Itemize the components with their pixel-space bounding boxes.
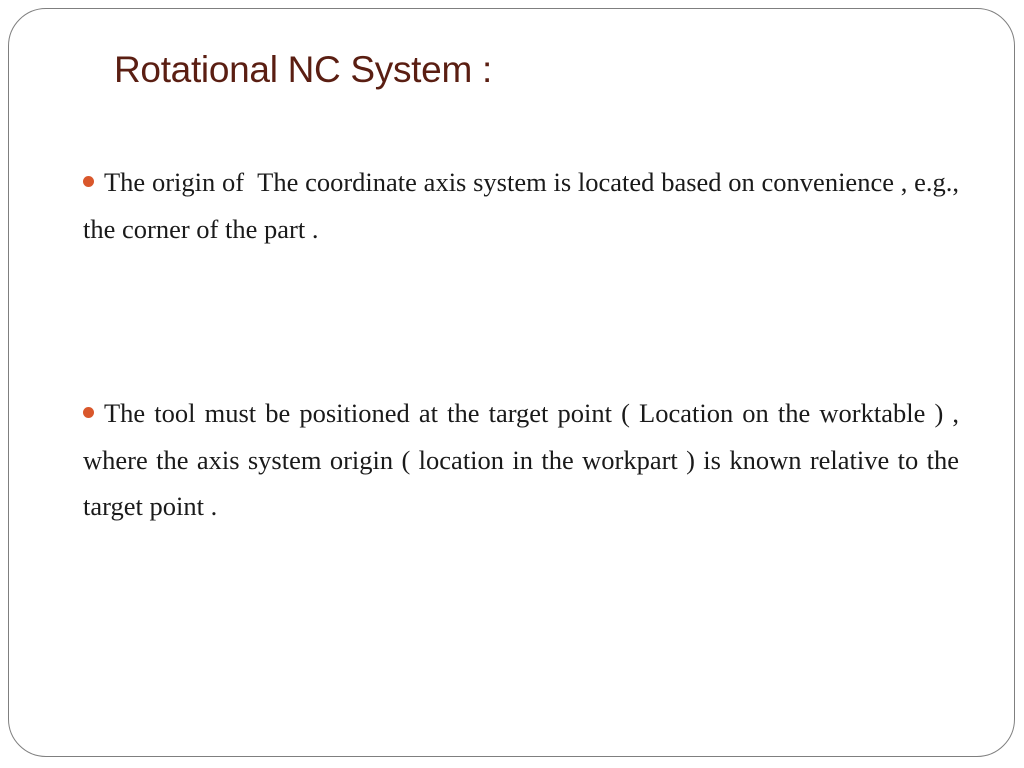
bullet-text: The origin of The coordinate axis system is located based on convenience , e.g., the corner of the part .: [83, 167, 966, 244]
slide-frame: [8, 8, 1015, 757]
bullet-text: The tool must be positioned at the target point ( Location on the worktable ) , where the axis system origin ( location in the workpart ) is known relative to the target point .: [83, 398, 959, 521]
bullet-item: [83, 159, 966, 252]
bullet-dot-icon: [83, 176, 94, 187]
bullet-item: [83, 390, 959, 530]
bullet-dot-icon: [83, 407, 94, 418]
slide-title: Rotational NC System :: [114, 49, 492, 90]
